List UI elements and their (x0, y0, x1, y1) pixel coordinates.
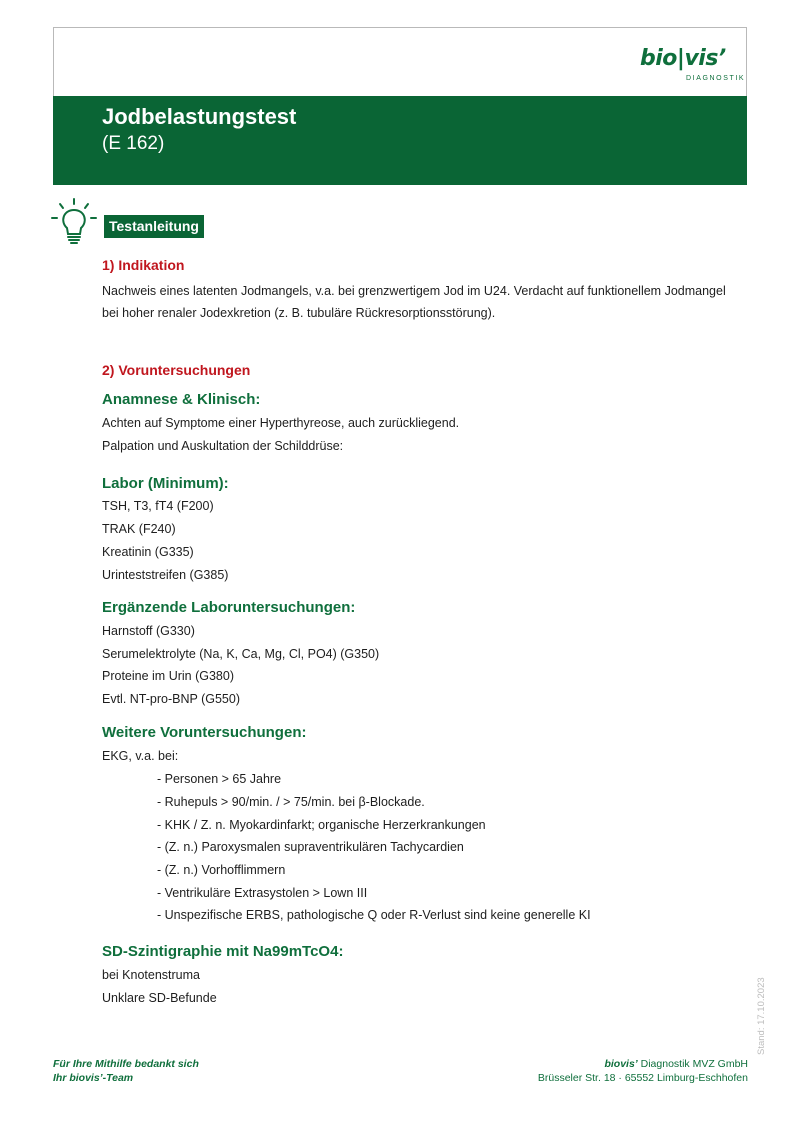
heading-indikation: 1) Indikation (102, 257, 185, 273)
weitere-intro: EKG, v.a. bei: (102, 749, 179, 763)
anamnese-line: Achten auf Symptome einer Hyperthyreose, auch zurückliegend. (102, 416, 460, 430)
biovis-logo (640, 46, 750, 86)
indikation-line: Nachweis eines latenten Jodmangels, v.a. bei grenzwertigem Jod im U24. Verdacht auf funktionellem Jodmangel (102, 284, 726, 298)
page-title: Jodbelastungstest (102, 104, 297, 129)
heading-voruntersuchungen: 2) Voruntersuchungen (102, 362, 251, 378)
labor-item: Urinteststreifen (G385) (102, 568, 229, 582)
test-code: (E 162) (102, 133, 165, 154)
subheading-sd: SD-Szintigraphie mit Na99mTcO4: (102, 943, 344, 960)
footer-thanks: Für Ihre Mithilfe bedankt sich (53, 1058, 199, 1070)
stand-date: Stand: 17.10.2023 (756, 977, 767, 1055)
footer-team: Ihr biovis’-Team (53, 1072, 134, 1084)
subheading-labor: Labor (Minimum): (102, 475, 229, 492)
logo-wordmark: bio|vis’ (640, 46, 726, 71)
subheading-weitere: Weitere Voruntersuchungen: (102, 724, 307, 741)
labor-item: Kreatinin (G335) (102, 545, 194, 559)
ekg-item: - Personen > 65 Jahre (157, 772, 282, 786)
ekg-item: - Ventrikuläre Extrasystolen > Lown III (157, 886, 368, 900)
logo-subtitle: DIAGNOSTIK (686, 75, 746, 82)
section-badge: Testanleitung (104, 215, 204, 238)
footer-company-name: Diagnostik MVZ GmbH (637, 1058, 748, 1070)
labor-item: TRAK (F240) (102, 522, 176, 536)
subheading-anamnese: Anamnese & Klinisch: (102, 391, 261, 408)
labor-item: TSH, T3, fT4 (F200) (102, 499, 214, 513)
ergaenzend-item: Evtl. NT-pro-BNP (G550) (102, 692, 241, 706)
subheading-ergaenzend: Ergänzende Laboruntersuchungen: (102, 599, 356, 616)
sd-item: bei Knotenstruma (102, 968, 200, 982)
anamnese-line: Palpation und Auskultation der Schilddrüse: (102, 439, 344, 453)
footer-address: Brüsseler Str. 18 · 65552 Limburg-Eschhofen (537, 1072, 748, 1084)
ekg-item: - (Z. n.) Paroxysmalen supraventrikulären Tachycardien (157, 840, 464, 854)
ekg-item: - (Z. n.) Vorhofflimmern (157, 863, 286, 877)
ekg-item: - KHK / Z. n. Myokardinfarkt; organische Herzerkrankungen (157, 818, 486, 832)
ergaenzend-item: Serumelektrolyte (Na, K, Ca, Mg, Cl, PO4) (G350) (102, 647, 380, 661)
ekg-item: - Ruhepuls > 90/min. / > 75/min. bei β-Blockade. (157, 795, 425, 809)
lightbulb-icon (50, 198, 98, 248)
ergaenzend-item: Proteine im Urin (G380) (102, 669, 234, 683)
footer-company (604, 1058, 748, 1070)
ergaenzend-item: Harnstoff (G330) (102, 624, 195, 638)
indikation-line: bei hoher renaler Jodexkretion (z. B. tubuläre Rückresorptionsstörung). (102, 306, 496, 320)
sd-item: Unklare SD-Befunde (102, 991, 217, 1005)
ekg-item: - Unspezifische ERBS, pathologische Q oder R-Verlust sind keine generelle KI (157, 908, 591, 922)
footer-brand: biovis’ (604, 1058, 638, 1070)
